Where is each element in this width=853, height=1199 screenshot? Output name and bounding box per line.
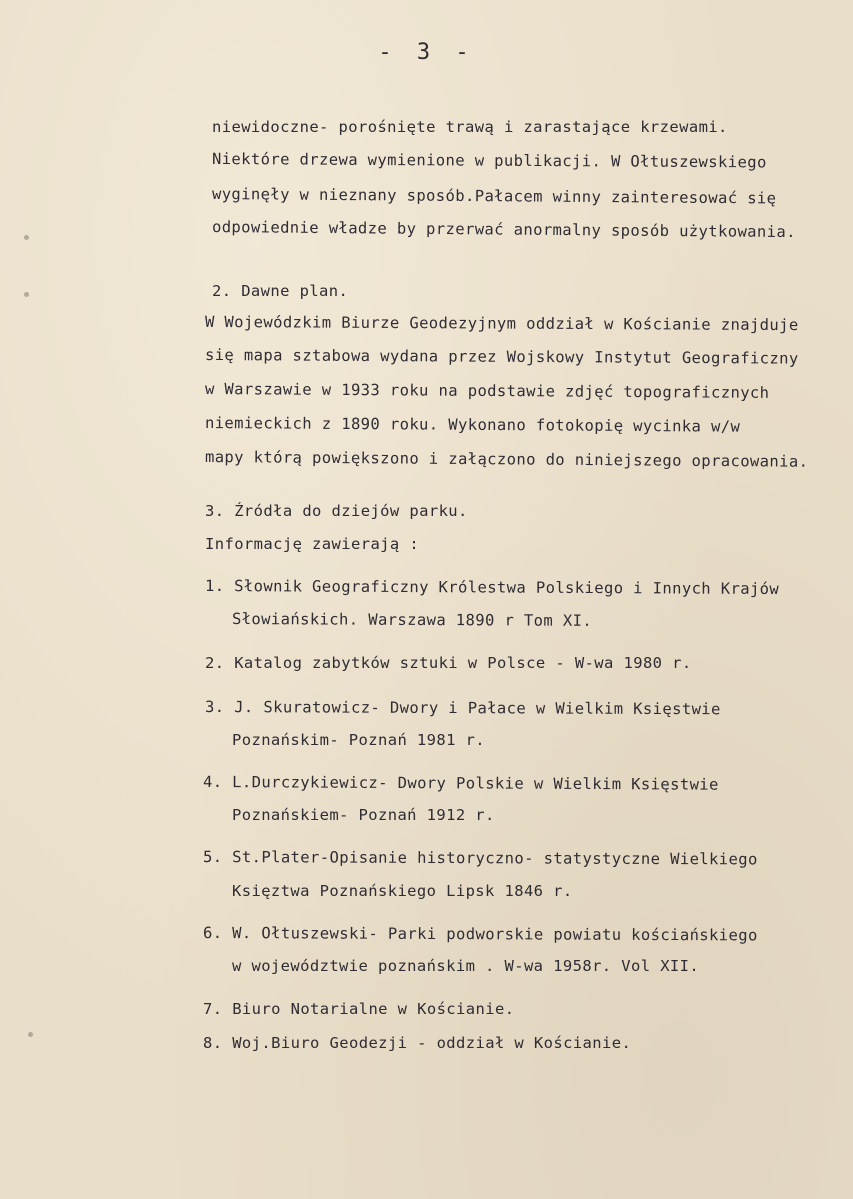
source-text: w województwie poznańskim . W-wa 1958r. Vol XII. xyxy=(232,957,700,975)
paragraph-line: niewidoczne- porośnięte trawą i zarastające krzewami. xyxy=(212,118,728,136)
source-item xyxy=(203,1000,514,1018)
source-item xyxy=(205,577,779,598)
binder-hole-mark xyxy=(24,292,29,297)
paragraph-line: Niektóre drzewa wymienione w publikacji. W Ołtuszewskiego xyxy=(211,150,767,172)
source-number: 4. xyxy=(202,773,223,792)
source-text: W. Ołtuszewski- Parki podworskie powiatu kościańskiego xyxy=(232,924,758,945)
source-text: Woj.Biuro Geodezji - oddział w Kościanie. xyxy=(232,1034,632,1052)
source-text: St.Plater-Opisanie historyczno- statystyczne Wielkiego xyxy=(232,848,758,869)
source-text: Biuro Notarialne w Kościanie. xyxy=(232,1000,515,1018)
section-line: w Warszawie w 1933 roku na podstawie zdjęć topograficznych xyxy=(204,380,770,402)
section-heading: 3. Źródła do dziejów parku. xyxy=(205,502,468,520)
page-number: - 3 - xyxy=(378,40,475,65)
binder-hole-mark xyxy=(24,235,29,240)
source-text: Słownik Geograficzny Królestwa Polskiego i Innych Krajów xyxy=(234,577,780,599)
source-item xyxy=(203,924,758,944)
source-number: 3. xyxy=(204,698,225,717)
paragraph-line: wyginęły w nieznany sposób.Pałacem winny zainteresować się xyxy=(211,185,777,208)
source-number: 2. xyxy=(205,654,225,672)
source-number: 7. xyxy=(203,1000,223,1018)
binder-hole-mark xyxy=(28,1032,33,1037)
source-item xyxy=(205,698,721,718)
section-line: W Wojewódzkim Biurze Geodezyjnym oddział w Kościanie znajduje xyxy=(204,313,799,335)
source-text: Poznańskim- Poznań 1981 r. xyxy=(232,731,486,749)
section-line: się mapa sztabowa wydana przez Wojskowy Instytut Geograficzny xyxy=(204,346,799,368)
source-text: Katalog zabytków sztuki w Polsce - W-wa 1980 r. xyxy=(234,654,692,672)
source-text: Poznańskiem- Poznań 1912 r. xyxy=(232,806,495,824)
source-item xyxy=(203,1034,631,1052)
section-heading: 2. Dawne plan. xyxy=(212,282,349,300)
section-line: mapy którą powiększono i załączono do niniejszego opracowania. xyxy=(204,448,809,471)
source-number: 5. xyxy=(202,848,223,867)
source-text: Księztwa Poznańskiego Lipsk 1846 r. xyxy=(232,882,573,900)
source-item xyxy=(203,848,758,868)
source-text: L.Durczykiewicz- Dwory Polskie w Wielkim Księstwie xyxy=(232,773,719,794)
source-text: J. Skuratowicz- Dwory i Pałace w Wielkim Księstwie xyxy=(234,698,721,719)
section-intro: Informację zawierają : xyxy=(205,535,420,553)
source-text: Słowiańskich. Warszawa 1890 r Tom XI. xyxy=(231,610,593,630)
source-item xyxy=(203,773,719,794)
source-number: 8. xyxy=(203,1034,223,1052)
source-item xyxy=(205,654,692,672)
source-number: 1. xyxy=(204,577,225,596)
paragraph-line: odpowiednie władze by przerwać anormalny sposób użytkowania. xyxy=(211,218,796,242)
source-number: 6. xyxy=(202,924,223,943)
section-line: niemieckich z 1890 roku. Wykonano fotokopię wycinka w/w xyxy=(204,414,741,436)
